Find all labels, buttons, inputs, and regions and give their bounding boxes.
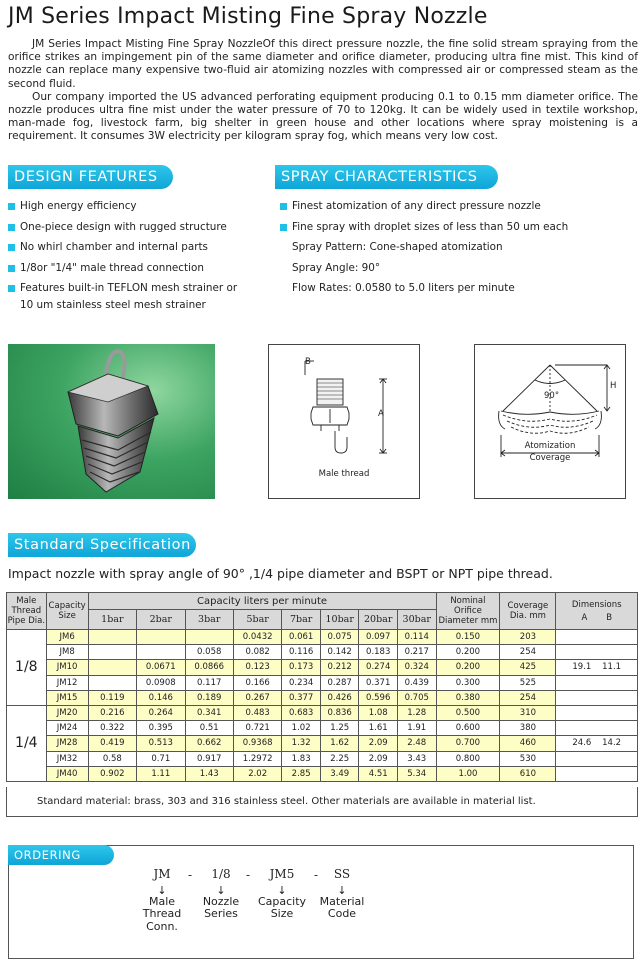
list-item-text: No whirl chamber and internal parts	[20, 241, 208, 253]
bullet-icon	[8, 265, 15, 272]
table-row	[7, 675, 638, 690]
dimension-b-value: 11.1	[602, 662, 622, 673]
table-row	[7, 660, 638, 675]
orifice-cell: 0.200	[436, 645, 500, 660]
capacity-value-cell: 0.216	[88, 705, 136, 720]
dimensions-cell	[556, 751, 638, 766]
atomization-label: Atomization	[524, 441, 576, 451]
capacity-value-cell	[88, 660, 136, 675]
capacity-value-cell: 2.25	[320, 751, 359, 766]
atomization-coverage-diagram	[474, 344, 626, 499]
capacity-value-cell	[137, 630, 185, 645]
thread-size-cell: 1/4	[7, 705, 47, 781]
order-code-item	[316, 868, 368, 921]
capacity-value-cell: 2.02	[233, 766, 281, 781]
bullet-icon	[280, 224, 287, 231]
capacity-value-cell: 1.62	[320, 736, 359, 751]
list-item	[280, 196, 568, 217]
table-row	[7, 766, 638, 781]
male-thread-drawing	[269, 345, 419, 465]
order-code-value: SS	[333, 867, 351, 881]
header-dim-b: B	[606, 612, 613, 623]
order-code-value: JM5	[269, 867, 295, 881]
capacity-value-cell: 0.0908	[137, 675, 185, 690]
list-item-text: Flow Rates: 0.0580 to 5.0 liters per minute	[292, 282, 515, 294]
capacity-value-cell: 0.075	[320, 630, 359, 645]
bullet-icon	[280, 203, 287, 210]
capacity-value-cell: 0.917	[185, 751, 233, 766]
capacity-value-cell: 3.49	[320, 766, 359, 781]
list-item-text: Spray Pattern: Cone-shaped atomization	[292, 241, 503, 253]
dimensions-cell	[556, 705, 638, 720]
down-arrow-icon: ↓	[337, 883, 347, 897]
list-item-text: Fine spray with droplet sizes of less than 50 um each	[292, 220, 569, 233]
thread-size-cell: 1/8	[7, 630, 47, 706]
list-item-text: High energy efficiency	[20, 200, 137, 212]
capacity-size-cell: JM32	[46, 751, 88, 766]
capacity-value-cell: 0.146	[137, 690, 185, 705]
capacity-value-cell: 0.419	[88, 736, 136, 751]
dimensions-cell	[556, 766, 638, 781]
ordering-info-heading: ORDERING INFO	[8, 845, 114, 865]
design-features-list	[8, 196, 237, 315]
capacity-value-cell: 0.683	[282, 705, 321, 720]
capacity-value-cell: 0.324	[397, 660, 436, 675]
table-row	[7, 721, 638, 736]
capacity-value-cell: 0.287	[320, 675, 359, 690]
dimension-b-label: B	[305, 357, 311, 367]
dimensions-cell	[556, 630, 638, 645]
capacity-value-cell: 0.0432	[233, 630, 281, 645]
capacity-value-cell: 1.11	[137, 766, 185, 781]
capacity-value-cell: 0.274	[359, 660, 398, 675]
capacity-value-cell: 0.217	[397, 645, 436, 660]
orifice-cell: 0.380	[436, 690, 500, 705]
list-item	[8, 278, 237, 299]
capacity-value-cell: 0.341	[185, 705, 233, 720]
capacity-value-cell: 0.183	[359, 645, 398, 660]
capacity-value-cell: 3.43	[397, 751, 436, 766]
spray-angle-label: 90°	[544, 391, 560, 401]
capacity-value-cell: 0.51	[185, 721, 233, 736]
capacity-value-cell: 0.836	[320, 705, 359, 720]
capacity-value-cell: 0.061	[282, 630, 321, 645]
capacity-value-cell	[88, 630, 136, 645]
capacity-value-cell: 0.212	[320, 660, 359, 675]
capacity-value-cell: 0.71	[137, 751, 185, 766]
capacity-value-cell: 1.28	[397, 705, 436, 720]
capacity-value-cell: 2.48	[397, 736, 436, 751]
dimensions-cell	[556, 690, 638, 705]
capacity-value-cell: 0.234	[282, 675, 321, 690]
header-male-thread: Male Thread Pipe Dia.	[7, 593, 47, 630]
capacity-value-cell: 0.596	[359, 690, 398, 705]
page-title: JM Series Impact Misting Fine Spray Nozzle	[8, 4, 488, 29]
capacity-value-cell	[88, 645, 136, 660]
capacity-value-cell: 1.83	[282, 751, 321, 766]
male-thread-caption: Male thread	[318, 469, 370, 479]
capacity-value-cell: 0.9368	[233, 736, 281, 751]
coverage-label: Coverage	[529, 453, 571, 463]
specification-table	[6, 592, 638, 782]
header-bar: 3bar	[185, 610, 233, 630]
header-capacity-size: Capacity Size	[46, 593, 88, 630]
order-code-separator: -	[246, 868, 251, 882]
capacity-value-cell: 0.173	[282, 660, 321, 675]
order-code-label: Nozzle Series	[202, 894, 240, 920]
capacity-value-cell: 1.2972	[233, 751, 281, 766]
coverage-cell: 460	[500, 736, 556, 751]
coverage-cell: 310	[500, 705, 556, 720]
header-orifice: Nominal Orifice Diameter mm	[436, 593, 500, 630]
list-item	[280, 217, 568, 238]
table-row	[7, 690, 638, 705]
order-code-label: Capacity Size	[257, 894, 307, 920]
list-item	[280, 258, 568, 279]
header-bar: 10bar	[320, 610, 359, 630]
capacity-size-cell: JM8	[46, 645, 88, 660]
capacity-value-cell: 1.61	[359, 721, 398, 736]
orifice-cell: 0.500	[436, 705, 500, 720]
capacity-size-cell: JM12	[46, 675, 88, 690]
capacity-size-cell: JM10	[46, 660, 88, 675]
capacity-value-cell: 0.705	[397, 690, 436, 705]
header-dim-a: A	[581, 612, 588, 623]
header-dimensions-title: Dimensions	[571, 599, 622, 610]
capacity-value-cell: 0.58	[88, 751, 136, 766]
capacity-value-cell: 1.32	[282, 736, 321, 751]
dimension-h-label: H	[610, 381, 617, 391]
list-item-text: Finest atomization of any direct pressure nozzle	[292, 200, 541, 212]
atomization-coverage-drawing	[475, 345, 625, 495]
orifice-cell: 1.00	[436, 766, 500, 781]
capacity-size-cell: JM28	[46, 736, 88, 751]
capacity-value-cell: 1.91	[397, 721, 436, 736]
capacity-value-cell: 1.02	[282, 721, 321, 736]
list-item	[8, 258, 237, 279]
order-code-value: 1/8	[211, 867, 231, 881]
header-bar: 5bar	[233, 610, 281, 630]
table-row	[7, 751, 638, 766]
capacity-value-cell: 0.902	[88, 766, 136, 781]
down-arrow-icon: ↓	[216, 883, 226, 897]
header-capacity: Capacity liters per minute	[88, 593, 436, 610]
intro-text	[8, 38, 638, 144]
order-code-label: Male Thread Conn.	[142, 894, 182, 933]
coverage-cell: 254	[500, 690, 556, 705]
down-arrow-icon: ↓	[277, 883, 287, 897]
spray-characteristics-list	[280, 196, 568, 299]
list-item-text: One-piece design with rugged structure	[20, 220, 227, 233]
standard-material-note: Standard material: brass, 303 and 316 stainless steel. Other materials are available in material list.	[6, 787, 638, 817]
capacity-value-cell: 0.322	[88, 721, 136, 736]
capacity-value-cell: 1.43	[185, 766, 233, 781]
capacity-value-cell: 4.51	[359, 766, 398, 781]
header-dimensions	[556, 593, 638, 630]
design-features-heading: DESIGN FEATURES	[8, 165, 173, 189]
bullet-icon	[8, 285, 15, 292]
bullet-icon	[8, 224, 15, 231]
coverage-cell: 530	[500, 751, 556, 766]
capacity-value-cell	[88, 675, 136, 690]
header-bar: 30bar	[397, 610, 436, 630]
list-item	[8, 217, 237, 238]
bullet-icon	[8, 244, 15, 251]
capacity-value-cell: 0.426	[320, 690, 359, 705]
list-item	[280, 237, 568, 258]
capacity-value-cell: 0.119	[88, 690, 136, 705]
orifice-cell: 0.200	[436, 660, 500, 675]
capacity-size-cell: JM40	[46, 766, 88, 781]
capacity-size-cell: JM24	[46, 721, 88, 736]
specification-table-body	[7, 630, 638, 782]
dimensions-cell	[556, 675, 638, 690]
order-code-value: JM	[153, 867, 171, 881]
capacity-value-cell: 0.395	[137, 721, 185, 736]
table-row	[7, 736, 638, 751]
capacity-value-cell: 0.082	[233, 645, 281, 660]
dimensions-cell	[556, 736, 638, 751]
orifice-cell: 0.800	[436, 751, 500, 766]
capacity-value-cell: 0.0671	[137, 660, 185, 675]
capacity-value-cell: 0.117	[185, 675, 233, 690]
intro-paragraph-1: JM Series Impact Misting Fine Spray NozzleOf this direct pressure nozzle, the fine solid stream spraying from the orifice strikes an impingement pin of the same diameter and orifice diameter, producing ultra fine mist. This kind of nozzle can replace many expensive two-fluid air atomizing nozzles with compressed air or compressed steam as the second fluid.	[8, 38, 638, 90]
list-item-text: Spray Angle: 90°	[292, 261, 381, 274]
table-row	[7, 705, 638, 720]
orifice-cell: 0.600	[436, 721, 500, 736]
capacity-value-cell: 2.09	[359, 751, 398, 766]
standard-specification-heading: Standard Specification	[8, 533, 196, 557]
list-item	[280, 278, 568, 299]
dimensions-cell	[556, 660, 638, 675]
capacity-value-cell: 0.142	[320, 645, 359, 660]
capacity-value-cell: 0.058	[185, 645, 233, 660]
capacity-value-cell: 1.25	[320, 721, 359, 736]
order-code-separator: -	[188, 868, 193, 882]
capacity-value-cell: 5.34	[397, 766, 436, 781]
list-item	[8, 196, 237, 217]
bullet-icon	[8, 203, 15, 210]
nozzle-photo	[8, 344, 215, 499]
coverage-cell: 525	[500, 675, 556, 690]
list-item	[8, 237, 237, 258]
capacity-size-cell: JM20	[46, 705, 88, 720]
capacity-value-cell: 0.097	[359, 630, 398, 645]
capacity-value-cell: 0.483	[233, 705, 281, 720]
capacity-value-cell: 0.662	[185, 736, 233, 751]
male-thread-diagram	[268, 344, 420, 499]
capacity-value-cell: 0.114	[397, 630, 436, 645]
dimensions-cell	[556, 721, 638, 736]
order-code-label: Material Code	[319, 894, 365, 920]
coverage-cell: 610	[500, 766, 556, 781]
capacity-value-cell: 0.371	[359, 675, 398, 690]
capacity-value-cell: 0.721	[233, 721, 281, 736]
header-bar: 2bar	[137, 610, 185, 630]
orifice-cell: 0.700	[436, 736, 500, 751]
capacity-value-cell: 1.08	[359, 705, 398, 720]
header-bar: 20bar	[359, 610, 398, 630]
capacity-value-cell: 2.85	[282, 766, 321, 781]
capacity-value-cell: 0.513	[137, 736, 185, 751]
order-code-item	[196, 868, 246, 921]
header-bar: 7bar	[282, 610, 321, 630]
capacity-value-cell: 2.09	[359, 736, 398, 751]
capacity-value-cell	[185, 630, 233, 645]
capacity-size-cell: JM15	[46, 690, 88, 705]
dimension-a-value: 19.1	[572, 662, 592, 673]
down-arrow-icon: ↓	[157, 883, 167, 897]
order-code-item	[252, 868, 312, 921]
capacity-value-cell	[137, 645, 185, 660]
list-item-text: Features built-in TEFLON mesh strainer or	[20, 282, 238, 294]
list-item-continuation: 10 um stainless steel mesh strainer	[20, 298, 206, 311]
coverage-cell: 203	[500, 630, 556, 645]
capacity-value-cell: 0.0866	[185, 660, 233, 675]
dimension-a-value: 24.6	[572, 738, 592, 749]
table-row	[7, 645, 638, 660]
capacity-value-cell: 0.377	[282, 690, 321, 705]
coverage-cell: 254	[500, 645, 556, 660]
header-dimensions-ab	[556, 613, 637, 623]
orifice-cell: 0.300	[436, 675, 500, 690]
capacity-value-cell: 0.116	[282, 645, 321, 660]
capacity-value-cell: 0.267	[233, 690, 281, 705]
order-code-separator: -	[314, 868, 319, 882]
capacity-size-cell: JM6	[46, 630, 88, 645]
capacity-value-cell: 0.264	[137, 705, 185, 720]
header-coverage: Coverage Dia. mm	[500, 593, 556, 630]
nozzle-illustration	[8, 344, 215, 499]
dimension-a-label: A	[378, 409, 384, 419]
coverage-cell: 425	[500, 660, 556, 675]
specification-intro: Impact nozzle with spray angle of 90° ,1/4 pipe diameter and BSPT or NPT pipe thread.	[8, 566, 553, 581]
capacity-value-cell: 0.439	[397, 675, 436, 690]
header-bar: 1bar	[88, 610, 136, 630]
dimensions-cell	[556, 645, 638, 660]
spray-characteristics-heading: SPRAY CHARACTERISTICS	[275, 165, 498, 189]
table-row	[7, 630, 638, 645]
capacity-value-cell: 0.123	[233, 660, 281, 675]
list-item-text: 1/8or "1/4" male thread connection	[20, 261, 204, 274]
dimension-b-value: 14.2	[602, 738, 622, 749]
intro-paragraph-2: Our company imported the US advanced perforating equipment producing 0.1 to 0.15 mm diameter orifice. The nozzle produces ultra fine mist under the water pressure of 70 to 120kg. It can be widely used in textile workshop, man-made fog, livestock farm, big shelter in green house and other locations where spray moistening is a requirement. It consumes 3W electricity per kilogram spray fog, which means very low cost.	[8, 90, 638, 143]
order-code-item	[130, 868, 194, 933]
capacity-value-cell: 0.189	[185, 690, 233, 705]
capacity-value-cell: 0.166	[233, 675, 281, 690]
coverage-cell: 380	[500, 721, 556, 736]
orifice-cell: 0.150	[436, 630, 500, 645]
